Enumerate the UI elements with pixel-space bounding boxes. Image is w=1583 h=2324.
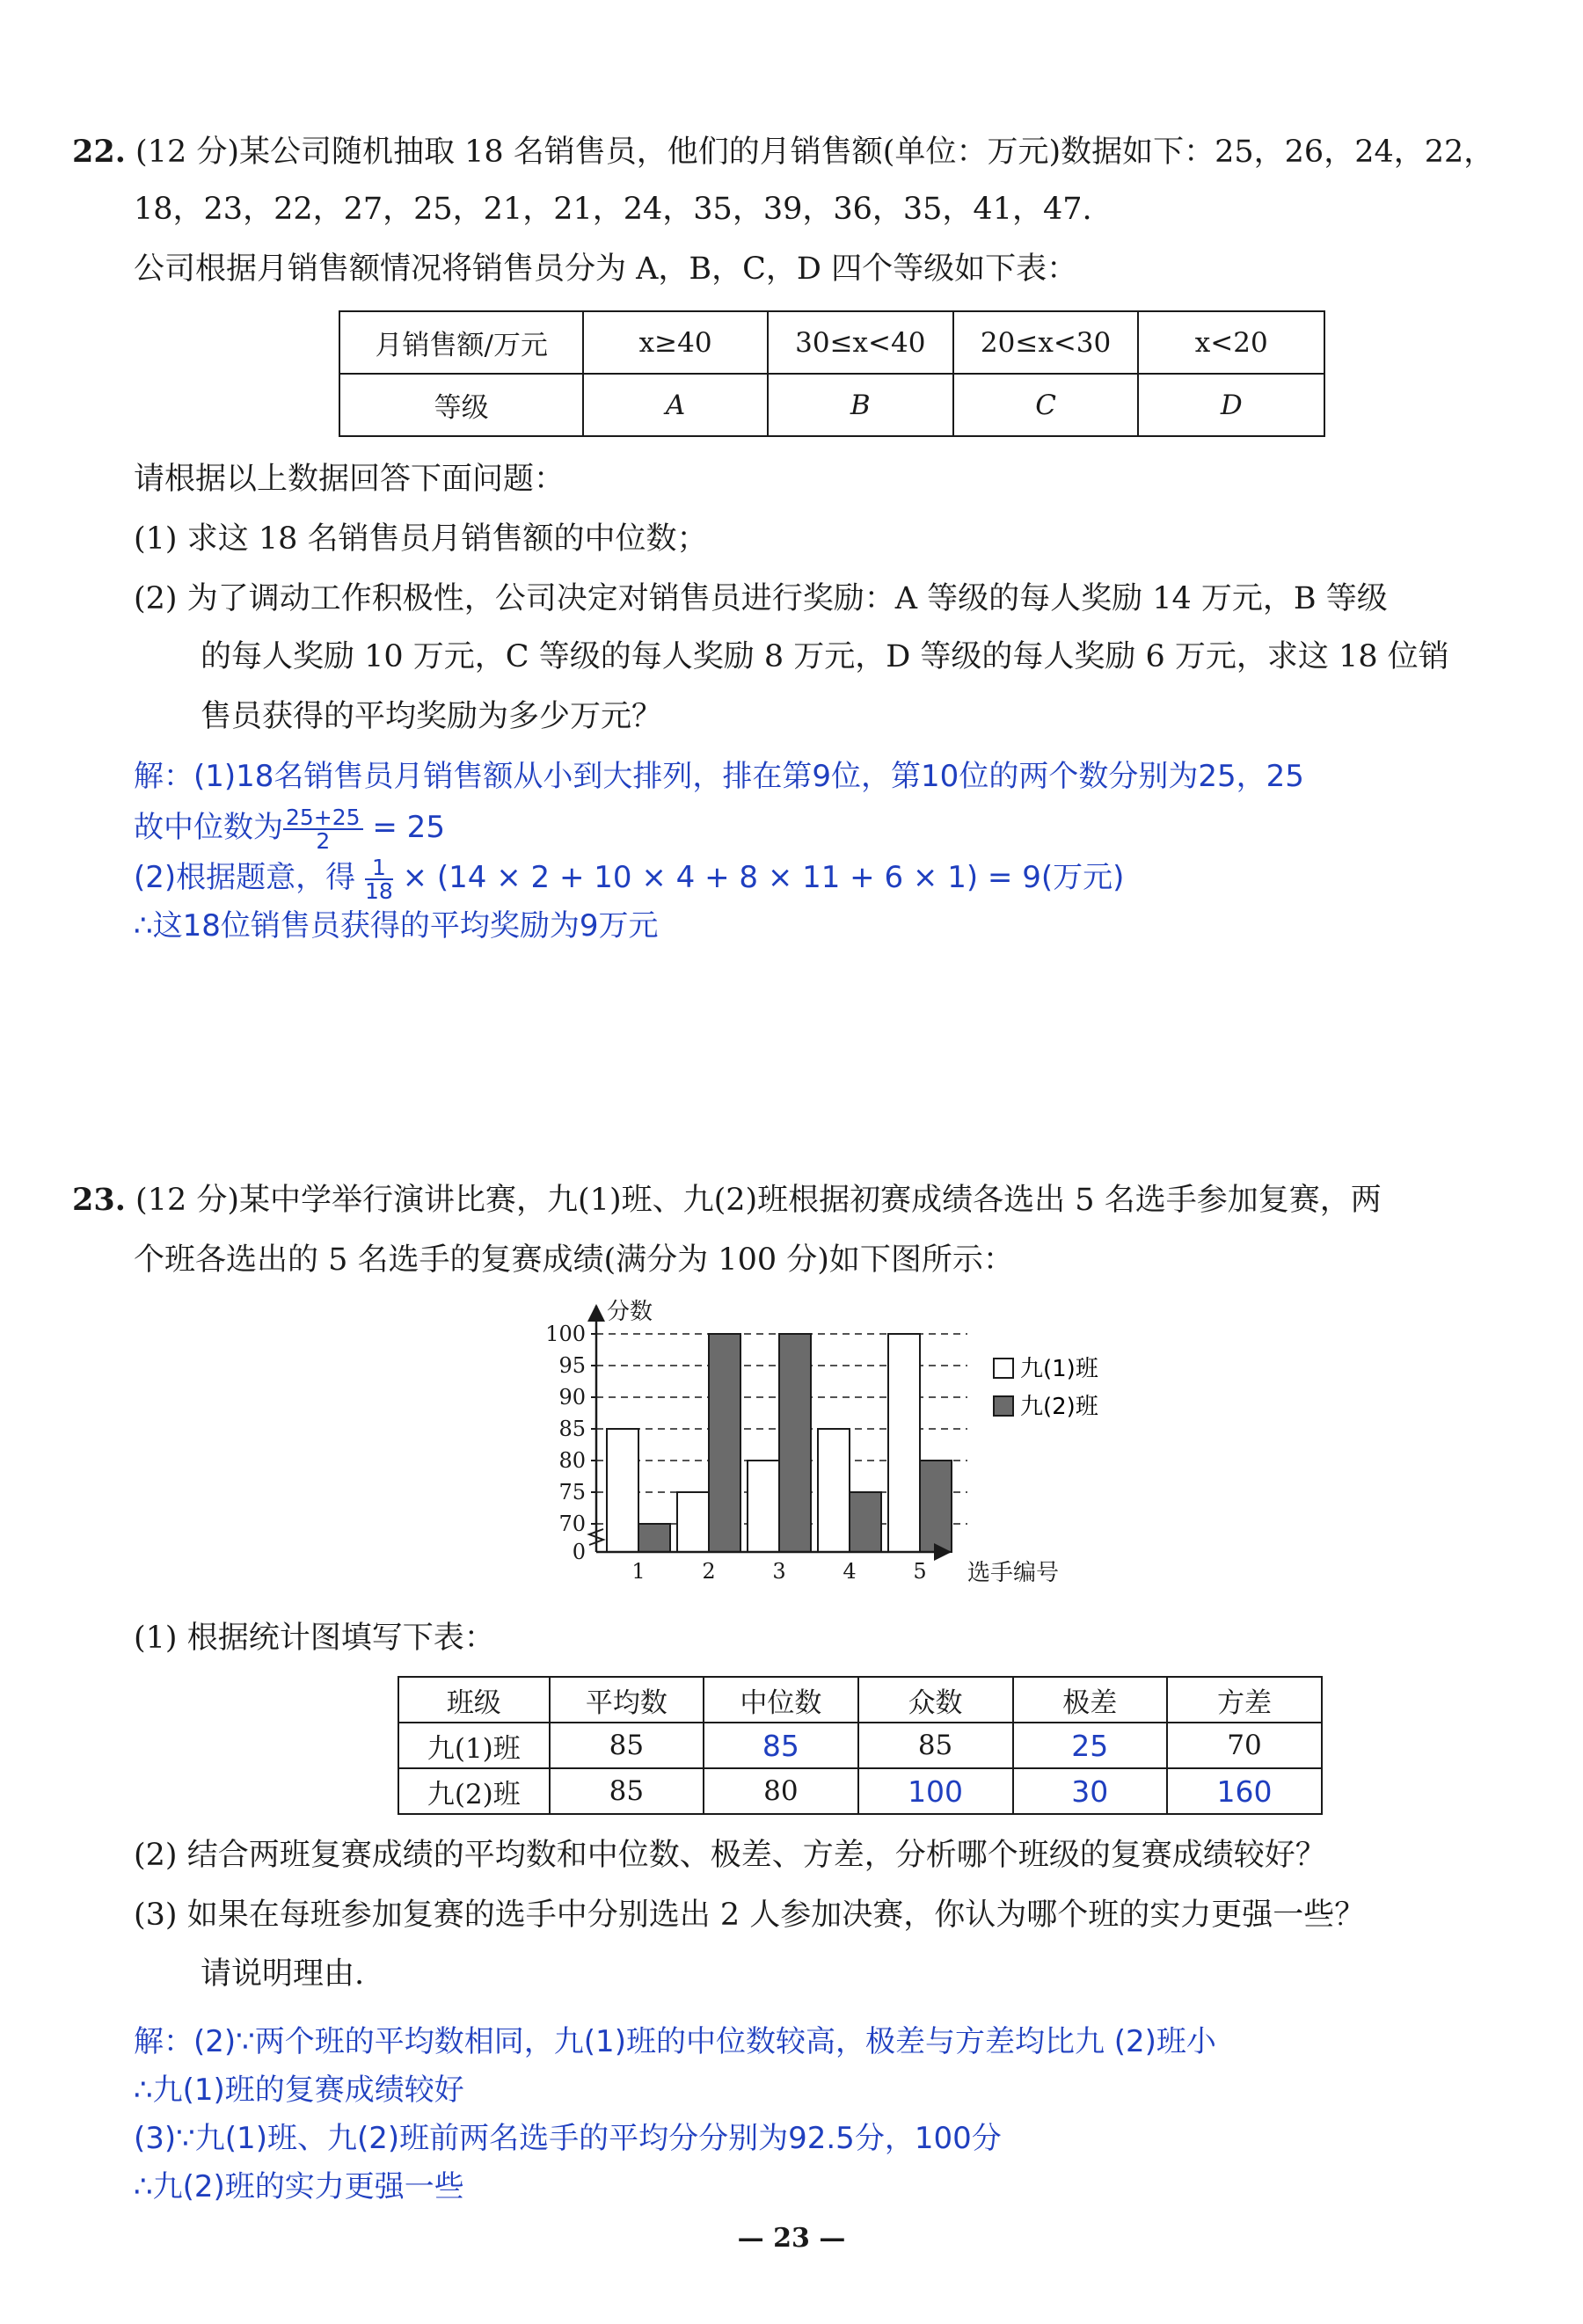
bar-class1-player-2 <box>677 1492 709 1552</box>
q22-part2-line1: (2) 为了调动工作积极性，公司决定对销售员进行奖励：A 等级的每人奖励 14 万元，B 等级 <box>134 581 1388 616</box>
q23-answer-line1: 解：(2)∵两个班的平均数相同，九(1)班的中位数较高，极差与方差均比九 (2)班小 <box>134 2024 1216 2059</box>
grade-table-grade: C <box>953 374 1139 436</box>
q23-number: 23. <box>72 1182 126 1218</box>
q23-line2: 个班各选出的 5 名选手的复赛成绩(满分为 100 分)如下图所示： <box>134 1242 1014 1278</box>
x-tick-labels <box>631 1559 926 1584</box>
stats-header: 平均数 <box>550 1677 704 1723</box>
bar-class1-player-4 <box>818 1429 850 1552</box>
bar-class1-player-1 <box>607 1429 638 1552</box>
q23-part1: (1) 根据统计图填写下表： <box>134 1621 495 1656</box>
average-fraction: $\frac{1}{18}$ <box>364 854 393 904</box>
stats-cell: 70 <box>1167 1723 1322 1768</box>
chart-legend <box>994 1356 1098 1420</box>
x-tick-label: 2 <box>702 1559 716 1584</box>
stats-filled-cell: 160 <box>1167 1768 1322 1814</box>
grade-table-range: x≥40 <box>583 311 768 374</box>
grade-table-header: 等级 <box>339 374 583 436</box>
y-tick-label: 95 <box>558 1353 586 1378</box>
q22-line1: 22. (12 分)某公司随机抽取 18 名销售员，他们的月销售额(单位：万元)数据如下：25，26，24，22， <box>72 134 1495 170</box>
q22-number: 22. <box>72 134 126 170</box>
x-tick-label: 3 <box>772 1559 786 1584</box>
legend-swatch-class2 <box>994 1396 1013 1416</box>
stats-filled-cell: 85 <box>704 1723 858 1768</box>
bar-class2-player-4 <box>850 1492 881 1552</box>
q22-part2-line2: 的每人奖励 10 万元，C 等级的每人奖励 8 万元，D 等级的每人奖励 6 万元，求这 18 位销 <box>201 639 1449 674</box>
x-tick-label: 4 <box>843 1559 857 1584</box>
q23-answer-line2: ∴九(1)班的复赛成绩较好 <box>134 2073 464 2108</box>
q22-part1: (1) 求这 18 名销售员月销售额的中位数； <box>134 521 708 557</box>
q23-part2: (2) 结合两班复赛成绩的平均数和中位数、极差、方差，分析哪个班级的复赛成绩较好？ <box>134 1838 1326 1873</box>
x-tick-label: 5 <box>913 1559 927 1584</box>
median-fraction: $\frac{25+25}{2}$ <box>283 806 363 852</box>
q22-answer-line4: ∴这18位销售员获得的平均奖励为9万元 <box>134 908 659 943</box>
y-tick-label: 85 <box>558 1417 586 1441</box>
y-tick-label: 90 <box>558 1385 586 1410</box>
grade-table <box>339 310 1325 437</box>
y-tick-label: 70 <box>558 1512 586 1536</box>
axis-break-mark <box>589 1529 603 1545</box>
bar-class2-player-5 <box>920 1461 952 1552</box>
chart-bars <box>607 1334 952 1552</box>
legend-label-class2: 九(2)班 <box>1020 1394 1098 1420</box>
bar-class2-player-2 <box>709 1334 740 1552</box>
stats-header: 中位数 <box>704 1677 858 1723</box>
grade-table-grade: D <box>1138 374 1324 436</box>
q23-part3-line1: (3) 如果在每班参加复赛的选手中分别选出 2 人参加决赛，你认为哪个班的实力更强一些？ <box>134 1898 1366 1933</box>
grade-table-grade: B <box>768 374 953 436</box>
y-tick-label: 0 <box>572 1540 586 1564</box>
q22-line2: 18，23，22，27，25，21，21，24，35，39，36，35，41，47. <box>134 192 1092 227</box>
q23-line1: 23. (12 分)某中学举行演讲比赛，九(1)班、九(2)班根据初赛成绩各选出 5 名选手参加复赛，两 <box>72 1182 1382 1218</box>
bar-class1-player-3 <box>748 1461 779 1552</box>
bar-class2-player-1 <box>638 1524 670 1552</box>
q22-answer-line3: (2)根据题意，得 $\frac{1}{18}$ × (14 × 2 + 10 × 4 + 8 × 11 + 6 × 1) = 9(万元) <box>134 854 1125 904</box>
stats-cell: 85 <box>550 1723 704 1768</box>
stats-filled-cell: 100 <box>858 1768 1013 1814</box>
x-axis-label: 选手编号 <box>967 1560 1060 1586</box>
y-axis-label: 分数 <box>607 1299 653 1325</box>
y-tick-label: 100 <box>545 1322 586 1346</box>
q23-answer-line4: ∴九(2)班的实力更强一些 <box>134 2169 464 2204</box>
y-tick-label: 80 <box>558 1448 586 1473</box>
q22-intro: 公司根据月销售额情况将销售员分为 A，B，C，D 四个等级如下表： <box>134 251 1078 287</box>
y-tick-label: 75 <box>558 1480 586 1504</box>
stats-header: 众数 <box>858 1677 1013 1723</box>
q22-answer-line2: 故中位数为 $\frac{25+25}{2}$ = 25 <box>134 804 445 854</box>
q22-answer-line1: 解：(1)18名销售员月销售额从小到大排列，排在第9位，第10位的两个数分别为25，25 <box>134 759 1304 794</box>
legend-label-class1: 九(1)班 <box>1020 1356 1098 1382</box>
grade-table-grade: A <box>583 374 768 436</box>
bar-class2-player-3 <box>779 1334 811 1552</box>
q23-answer-line3: (3)∵九(1)班、九(2)班前两名选手的平均分分别为92.5分，100分 <box>134 2121 1002 2156</box>
stats-filled-cell: 30 <box>1013 1768 1168 1814</box>
q22-prompt: 请根据以上数据回答下面问题： <box>134 462 565 497</box>
stats-filled-cell: 25 <box>1013 1723 1168 1768</box>
score-bar-chart <box>492 1288 1108 1605</box>
stats-class-label: 九(1)班 <box>398 1723 550 1768</box>
stats-header: 极差 <box>1013 1677 1168 1723</box>
legend-swatch-class1 <box>994 1359 1013 1378</box>
grade-table-range: 20≤x<30 <box>953 311 1139 374</box>
stats-table <box>398 1676 1323 1815</box>
stats-cell: 85 <box>550 1768 704 1814</box>
grade-table-range: x<20 <box>1138 311 1324 374</box>
grade-table-header: 月销售额/万元 <box>339 311 583 374</box>
x-tick-label: 1 <box>631 1559 646 1584</box>
stats-header: 方差 <box>1167 1677 1322 1723</box>
page-number: — 23 — <box>737 2223 846 2254</box>
q22-part2-line3: 售员获得的平均奖励为多少万元？ <box>201 699 663 734</box>
stats-cell: 85 <box>858 1723 1013 1768</box>
stats-cell: 80 <box>704 1768 858 1814</box>
stats-class-label: 九(2)班 <box>398 1768 550 1814</box>
q23-part3-line2: 请说明理由. <box>201 1956 365 1992</box>
bar-class1-player-5 <box>888 1334 920 1552</box>
grade-table-range: 30≤x<40 <box>768 311 953 374</box>
stats-header: 班级 <box>398 1677 550 1723</box>
y-tick-labels <box>545 1322 603 1564</box>
